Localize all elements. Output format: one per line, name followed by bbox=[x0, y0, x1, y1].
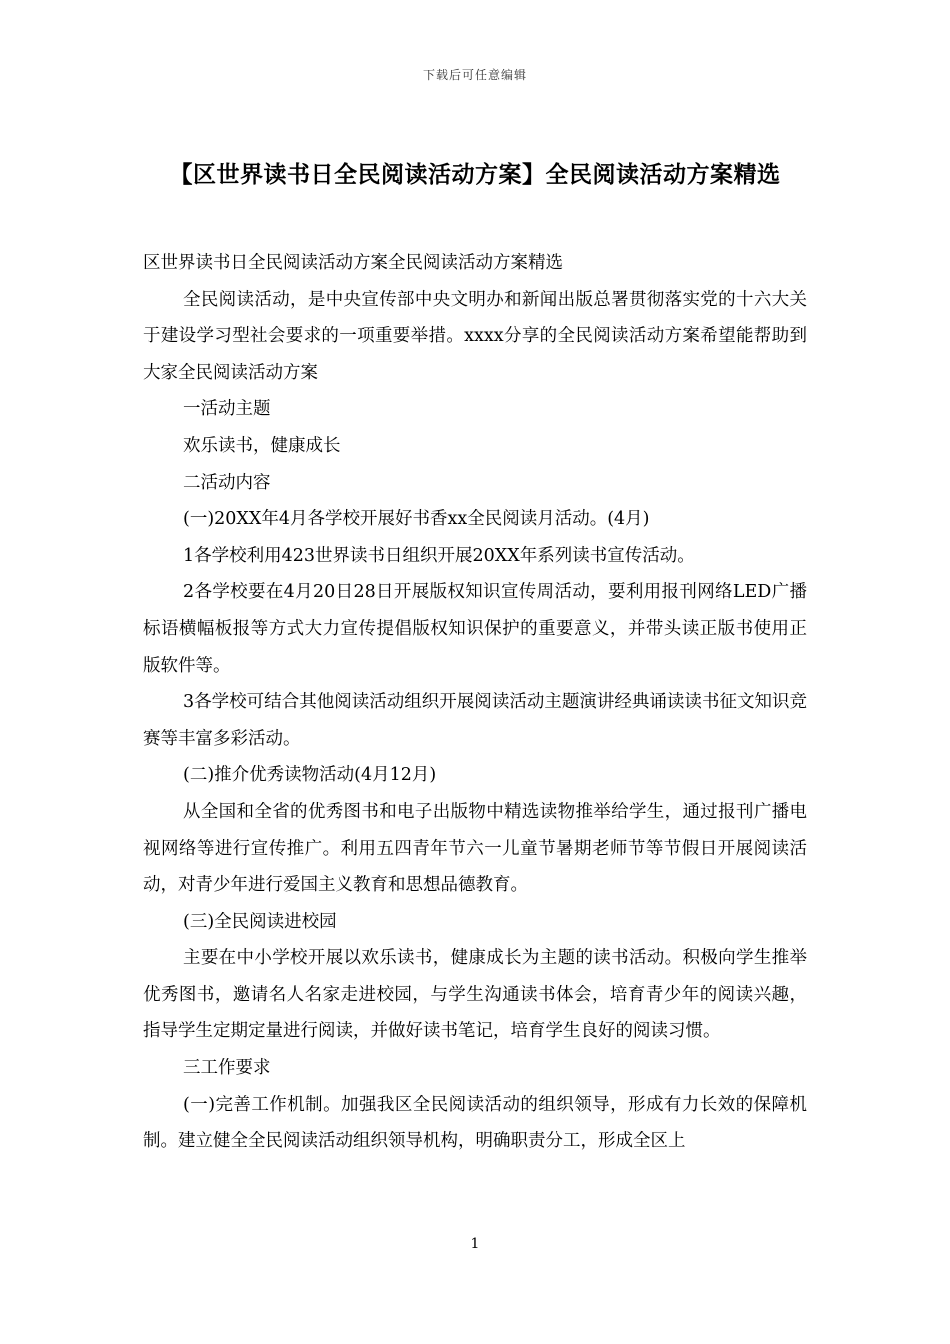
paragraph: 从全国和全省的优秀图书和电子出版物中精选读物推举给学生，通过报刊广播电视网络等进行宣传推广。利用五四青年节六一儿童节暑期老师节等节假日开展阅读活动，对青少年进行爱国主义教育和思想品德教育。 bbox=[143, 801, 807, 896]
subsection-heading: (三)全民阅读进校园 bbox=[183, 911, 337, 932]
section-heading: 三工作要求 bbox=[183, 1058, 271, 1079]
document-title: 【区世界读书日全民阅读活动方案】全民阅读活动方案精选 bbox=[169, 162, 781, 188]
list-item: 2各学校要在4月20日28日开展版权知识宣传周活动，要利用报刊网络LED广播标语横幅板报等方式大力宣传提倡版权知识保护的重要意义，并带头读正版书使用正版软件等。 bbox=[143, 582, 807, 676]
document-body bbox=[143, 245, 807, 1160]
section-heading: 一活动主题 bbox=[183, 399, 271, 420]
page-number: 1 bbox=[470, 1236, 480, 1252]
page-header: 下载后可任意编辑 bbox=[422, 68, 527, 82]
paragraph: 主要在中小学校开展以欢乐读书，健康成长为主题的读书活动。积极向学生推举优秀图书，邀请名人名家走进校园，与学生沟通读书体会，培育青少年的阅读兴趣，指导学生定期定量进行阅读，并做好读书笔记，培育学生良好的阅读习惯。 bbox=[143, 948, 807, 1042]
section-heading: 二活动内容 bbox=[183, 472, 271, 493]
subsection-heading: (二)推介优秀读物活动(4月12月) bbox=[183, 765, 437, 786]
paragraph: (一)完善工作机制。加强我区全民阅读活动的组织领导，形成有力长效的保障机制。建立健全全民阅读活动组织领导机构，明确职责分工，形成全区上 bbox=[143, 1094, 807, 1152]
paragraph: 全民阅读活动，是中央宣传部中央文明办和新闻出版总署贯彻落实党的十六大关于建设学习型社会要求的一项重要举措。xxxx分享的全民阅读活动方案希望能帮助到大家全民阅读活动方案 bbox=[143, 289, 807, 383]
paragraph: 欢乐读书，健康成长 bbox=[183, 435, 341, 456]
list-item: 3各学校可结合其他阅读活动组织开展阅读活动主题演讲经典诵读读书征文知识竞赛等丰富多彩活动。 bbox=[143, 692, 807, 749]
paragraph: 区世界读书日全民阅读活动方案全民阅读活动方案精选 bbox=[143, 253, 563, 273]
list-item: 1各学校利用423世界读书日组织开展20XX年系列读书宣传活动。 bbox=[183, 545, 695, 566]
subsection-heading: (一)20XX年4月各学校开展好书香xx全民阅读月活动。(4月) bbox=[183, 509, 650, 530]
